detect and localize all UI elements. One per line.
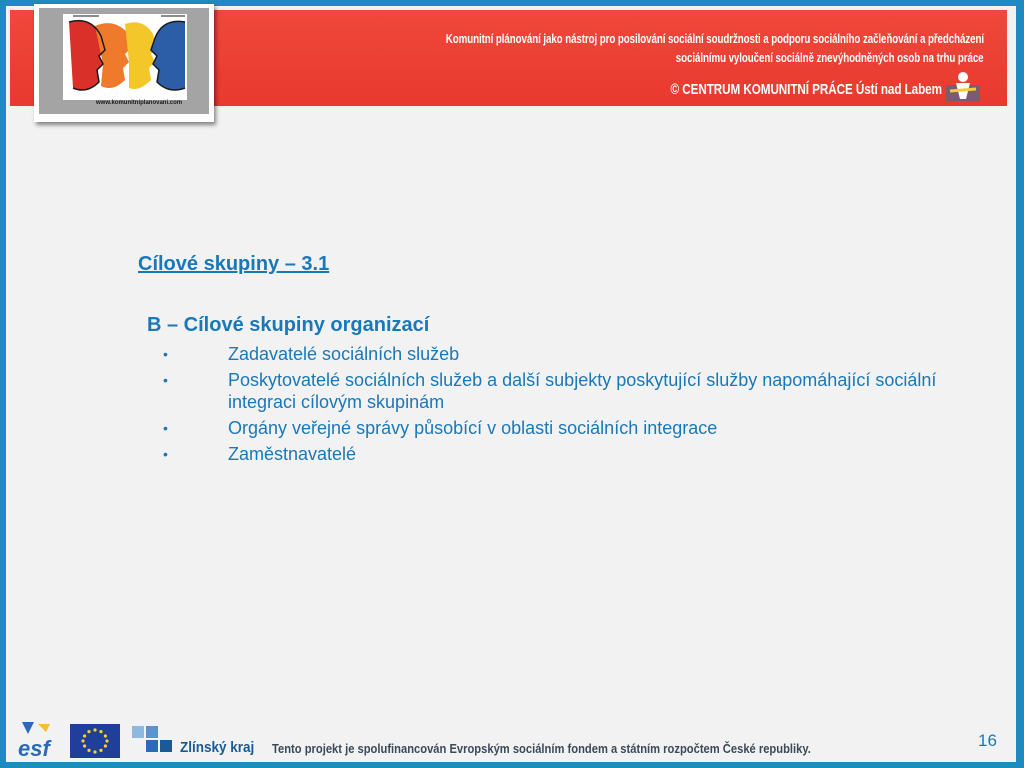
list-item-text: Zadavatelé sociálních služeb bbox=[228, 344, 460, 364]
svg-text:esf: esf bbox=[18, 736, 50, 760]
page-number: 16 bbox=[978, 731, 997, 750]
header-title-line-2: sociálnímu vyloučení sociálně znevýhodněných osob na trhu práce bbox=[676, 51, 984, 65]
list-item bbox=[160, 443, 960, 465]
header-title-line-1: Komunitní plánování jako nástroj pro posilování sociální soudržnosti a podporu sociálního začleňování a předcházení bbox=[445, 32, 984, 46]
zlinsky-kraj-logo-icon bbox=[132, 726, 176, 756]
list-item bbox=[160, 343, 960, 365]
esf-logo-icon bbox=[16, 720, 60, 760]
list-item bbox=[160, 369, 960, 413]
list-item-text: Zaměstnavatelé bbox=[228, 444, 357, 464]
funding-notice: Tento projekt je spolufinancován Evropským sociálním fondem a státním rozpočtem České republiky. bbox=[272, 741, 811, 756]
bullet-icon: • bbox=[163, 446, 168, 462]
eu-flag-icon bbox=[70, 724, 120, 758]
section-subheading: B – Cílové skupiny organizací bbox=[147, 314, 430, 336]
header-copyright: © CENTRUM KOMUNITNÍ PRÁCE Ústí nad Labem bbox=[670, 81, 942, 98]
list-item bbox=[160, 417, 960, 439]
slide-title-link[interactable]: Cílové skupiny – 3.1 bbox=[138, 253, 330, 275]
bullet-list bbox=[160, 343, 960, 469]
region-name: Zlínský kraj bbox=[180, 739, 255, 756]
list-item-text: Orgány veřejné správy působící v oblasti sociálních integrace bbox=[228, 418, 718, 438]
bullet-icon: • bbox=[163, 420, 168, 436]
bullet-icon: • bbox=[163, 372, 168, 388]
list-item-text: Poskytovatelé sociálních služeb a další subjekty poskytující služby napomáhající sociální integraci cílovým skupinám bbox=[228, 370, 937, 412]
bullet-icon: • bbox=[163, 346, 168, 362]
logo-url-text: www.komunitniplanovani.com bbox=[96, 100, 183, 106]
